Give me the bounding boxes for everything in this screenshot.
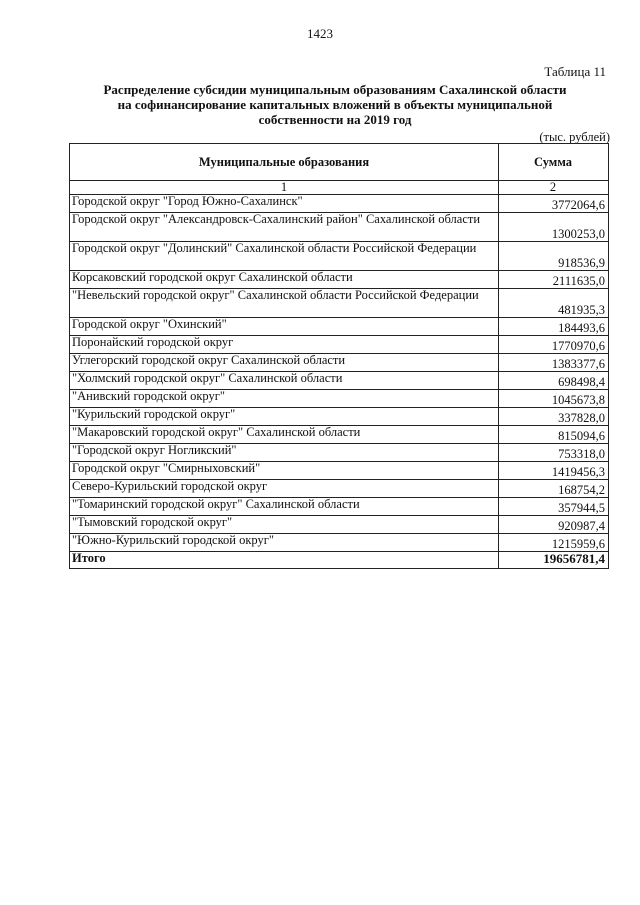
table-row — [70, 534, 609, 552]
municipality-name: Поронайский городской округ — [70, 336, 499, 354]
municipality-name: Городской округ "Охинский" — [70, 318, 499, 336]
municipality-name: "Городской округ Ногликский" — [70, 444, 499, 462]
municipality-name: Северо-Курильский городской округ — [70, 480, 499, 498]
subsidy-amount: 1045673,8 — [499, 390, 609, 408]
table-row — [70, 480, 609, 498]
subsidy-amount: 1300253,0 — [499, 213, 609, 242]
table-row — [70, 516, 609, 534]
subsidy-amount: 1770970,6 — [499, 336, 609, 354]
municipality-name: Городской округ "Александровск-Сахалинский район" Сахалинской области — [70, 213, 499, 242]
table-row — [70, 408, 609, 426]
units-label: (тыс. рублей) — [539, 130, 610, 144]
header-amount: Сумма — [499, 144, 609, 181]
total-amount: 19656781,4 — [499, 552, 609, 569]
subsidy-amount: 184493,6 — [499, 318, 609, 336]
title-line-2: на софинансирование капитальных вложений в объекты муниципальной — [117, 97, 553, 112]
total-label: Итого — [70, 552, 499, 569]
table-label: Таблица 11 — [544, 64, 606, 79]
municipality-name: Городской округ "Смирныховский" — [70, 462, 499, 480]
subsidy-table — [69, 143, 609, 569]
table-row — [70, 213, 609, 242]
table-row — [70, 195, 609, 213]
column-index-2: 2 — [499, 181, 609, 195]
municipality-name: Углегорский городской округ Сахалинской области — [70, 354, 499, 372]
table-row — [70, 498, 609, 516]
municipality-name: "Тымовский городской округ" — [70, 516, 499, 534]
municipality-name: "Макаровский городской округ" Сахалинской области — [70, 426, 499, 444]
table-row — [70, 426, 609, 444]
subsidy-amount: 1215959,6 — [499, 534, 609, 552]
municipality-name: "Холмский городской округ" Сахалинской области — [70, 372, 499, 390]
subsidy-amount: 2111635,0 — [499, 271, 609, 289]
total-row — [70, 552, 609, 569]
table-row — [70, 390, 609, 408]
subsidy-amount: 918536,9 — [499, 242, 609, 271]
subsidy-amount: 753318,0 — [499, 444, 609, 462]
table-row — [70, 271, 609, 289]
title-line-1: Распределение субсидии муниципальным образованиям Сахалинской области — [103, 82, 567, 97]
municipality-name: "Анивский городской округ" — [70, 390, 499, 408]
municipality-name: Городской округ "Город Южно-Сахалинск" — [70, 195, 499, 213]
column-index-row — [70, 181, 609, 195]
municipality-name: Городской округ "Долинский" Сахалинской области Российской Федерации — [70, 242, 499, 271]
subsidy-amount: 815094,6 — [499, 426, 609, 444]
municipality-name: "Курильский городской округ" — [70, 408, 499, 426]
municipality-name: "Томаринский городской округ" Сахалинской области — [70, 498, 499, 516]
table-row — [70, 318, 609, 336]
table-header-row — [70, 144, 609, 181]
table-row — [70, 444, 609, 462]
subsidy-amount: 1383377,6 — [499, 354, 609, 372]
subsidy-amount: 698498,4 — [499, 372, 609, 390]
subsidy-amount: 337828,0 — [499, 408, 609, 426]
page-number: 1423 — [307, 26, 333, 41]
subsidy-amount: 357944,5 — [499, 498, 609, 516]
municipality-name: "Невельский городской округ" Сахалинской области Российской Федерации — [70, 289, 499, 318]
header-municipality: Муниципальные образования — [70, 144, 499, 181]
municipality-name: Корсаковский городской округ Сахалинской области — [70, 271, 499, 289]
subsidy-amount: 481935,3 — [499, 289, 609, 318]
table-row — [70, 336, 609, 354]
subsidy-amount: 1419456,3 — [499, 462, 609, 480]
title-line-3: собственности на 2019 год — [258, 112, 412, 127]
subsidy-amount: 168754,2 — [499, 480, 609, 498]
subsidy-amount: 3772064,6 — [499, 195, 609, 213]
table-row — [70, 242, 609, 271]
table-row — [70, 354, 609, 372]
subsidy-amount: 920987,4 — [499, 516, 609, 534]
table-row — [70, 462, 609, 480]
document-title — [70, 82, 600, 127]
column-index-1: 1 — [70, 181, 499, 195]
municipality-name: "Южно-Курильский городской округ" — [70, 534, 499, 552]
table-row — [70, 289, 609, 318]
table-row — [70, 372, 609, 390]
